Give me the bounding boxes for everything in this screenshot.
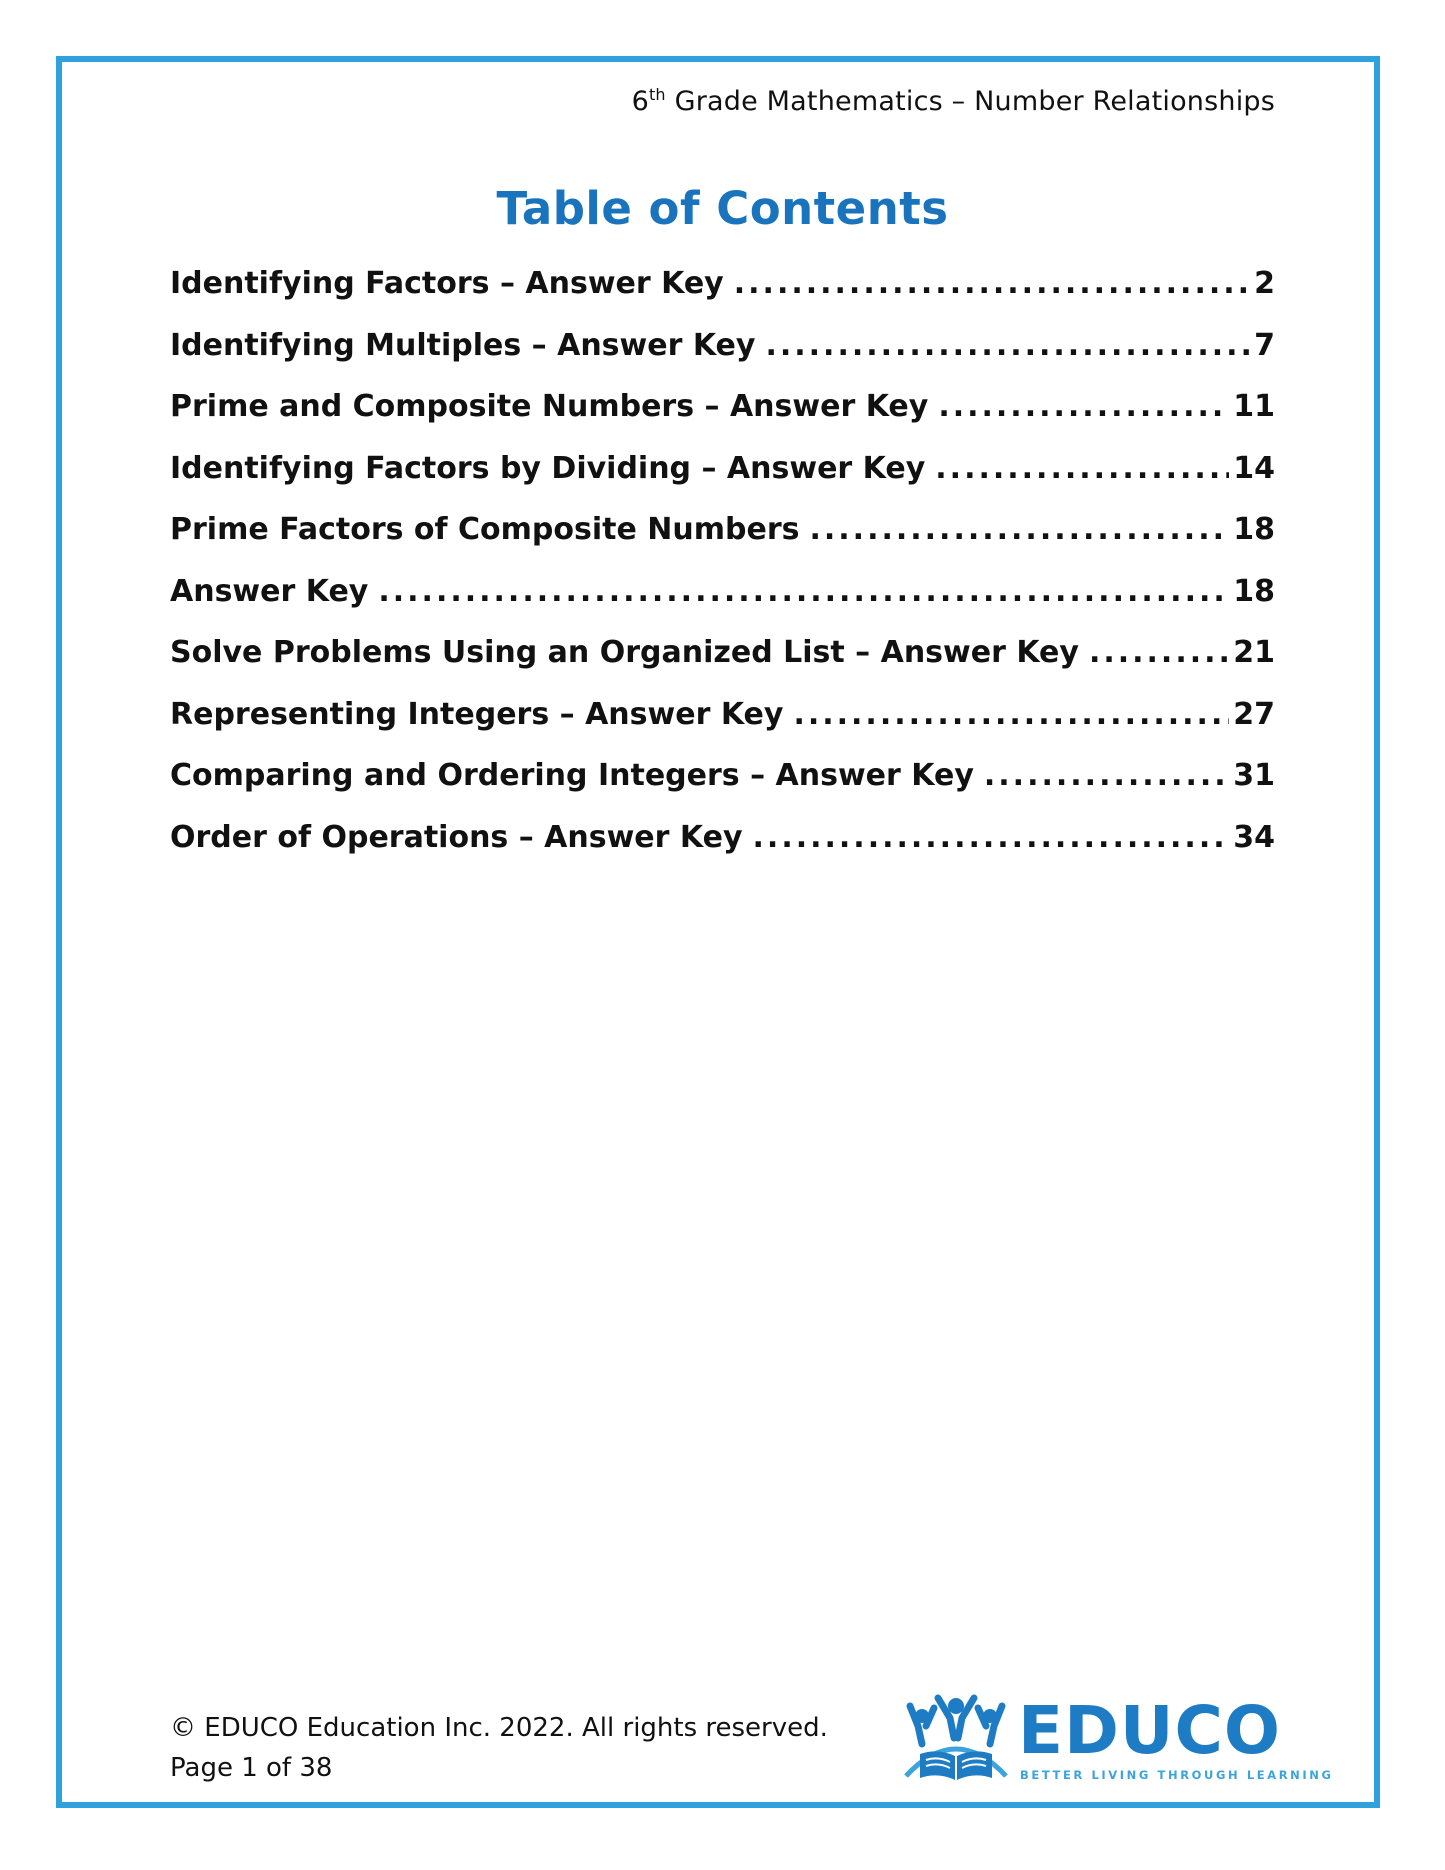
grade-number: 6: [631, 86, 649, 117]
toc-entry-page: 34: [1233, 819, 1275, 855]
toc-entry-title: Comparing and Ordering Integers – Answer Key: [170, 758, 974, 793]
toc-entry-page: 18: [1233, 512, 1275, 547]
toc-entry-page: 14: [1233, 450, 1275, 486]
grade-ordinal: th: [648, 85, 666, 104]
toc-entry[interactable]: [170, 328, 1275, 390]
toc-entry[interactable]: [170, 758, 1275, 820]
toc-entry[interactable]: [170, 820, 1275, 882]
dot-leader: [734, 266, 1250, 301]
dot-leader: [935, 451, 1229, 486]
toc-entry-title: Prime Factors of Composite Numbers: [170, 512, 800, 547]
dot-leader: [378, 574, 1229, 609]
dot-leader: [793, 697, 1229, 732]
logo-tagline: BETTER LIVING THROUGH LEARNING: [1020, 1768, 1334, 1782]
toc-entry-title: Order of Operations – Answer Key: [170, 819, 743, 855]
toc-entry[interactable]: [170, 512, 1275, 574]
page-number: Page 1 of 38: [170, 1753, 333, 1783]
copyright-notice: © EDUCO Education Inc. 2022. All rights reserved.: [170, 1713, 828, 1743]
toc-entry-page: 7: [1254, 327, 1275, 363]
dot-leader: [765, 328, 1250, 363]
dot-leader: [984, 758, 1229, 793]
educo-logo: [900, 1692, 1334, 1788]
toc-entry[interactable]: [170, 389, 1275, 451]
dot-leader: [809, 512, 1229, 547]
toc-entry[interactable]: [170, 697, 1275, 759]
toc-entry[interactable]: [170, 451, 1275, 513]
toc-entry-title: Identifying Multiples – Answer Key: [170, 327, 756, 363]
toc-entry[interactable]: [170, 635, 1275, 697]
page-footer: [170, 1708, 828, 1788]
dot-leader: [753, 820, 1230, 855]
toc-entry-title: Identifying Factors – Answer Key: [170, 266, 724, 301]
logo-people-book-icon: [900, 1692, 1012, 1788]
page-title: Table of Contents: [496, 182, 949, 235]
toc-entry-page: 21: [1233, 635, 1275, 670]
toc-entry-page: 11: [1233, 389, 1275, 424]
running-header: [632, 86, 1275, 117]
logo-wordmark: EDUCO: [1018, 1692, 1282, 1769]
dot-leader: [938, 389, 1229, 424]
toc-entry-page: 31: [1233, 758, 1275, 793]
toc-entry-title: Representing Integers – Answer Key: [170, 696, 784, 732]
dot-leader: [1089, 635, 1229, 670]
toc-entry-page: 27: [1233, 696, 1275, 732]
toc-entry-page: 2: [1254, 266, 1275, 301]
toc-entry-title: Identifying Factors by Dividing – Answer Key: [170, 450, 926, 486]
toc-entry[interactable]: [170, 574, 1275, 636]
header-subtitle: Grade Mathematics – Number Relationships: [674, 86, 1275, 117]
toc-entry-title: Solve Problems Using an Organized List – Answer Key: [170, 635, 1079, 670]
table-of-contents: [170, 266, 1275, 881]
toc-entry-title: Answer Key: [170, 573, 369, 609]
toc-entry[interactable]: [170, 266, 1275, 328]
toc-entry-title: Prime and Composite Numbers – Answer Key: [170, 389, 929, 424]
toc-entry-page: 18: [1233, 573, 1275, 609]
